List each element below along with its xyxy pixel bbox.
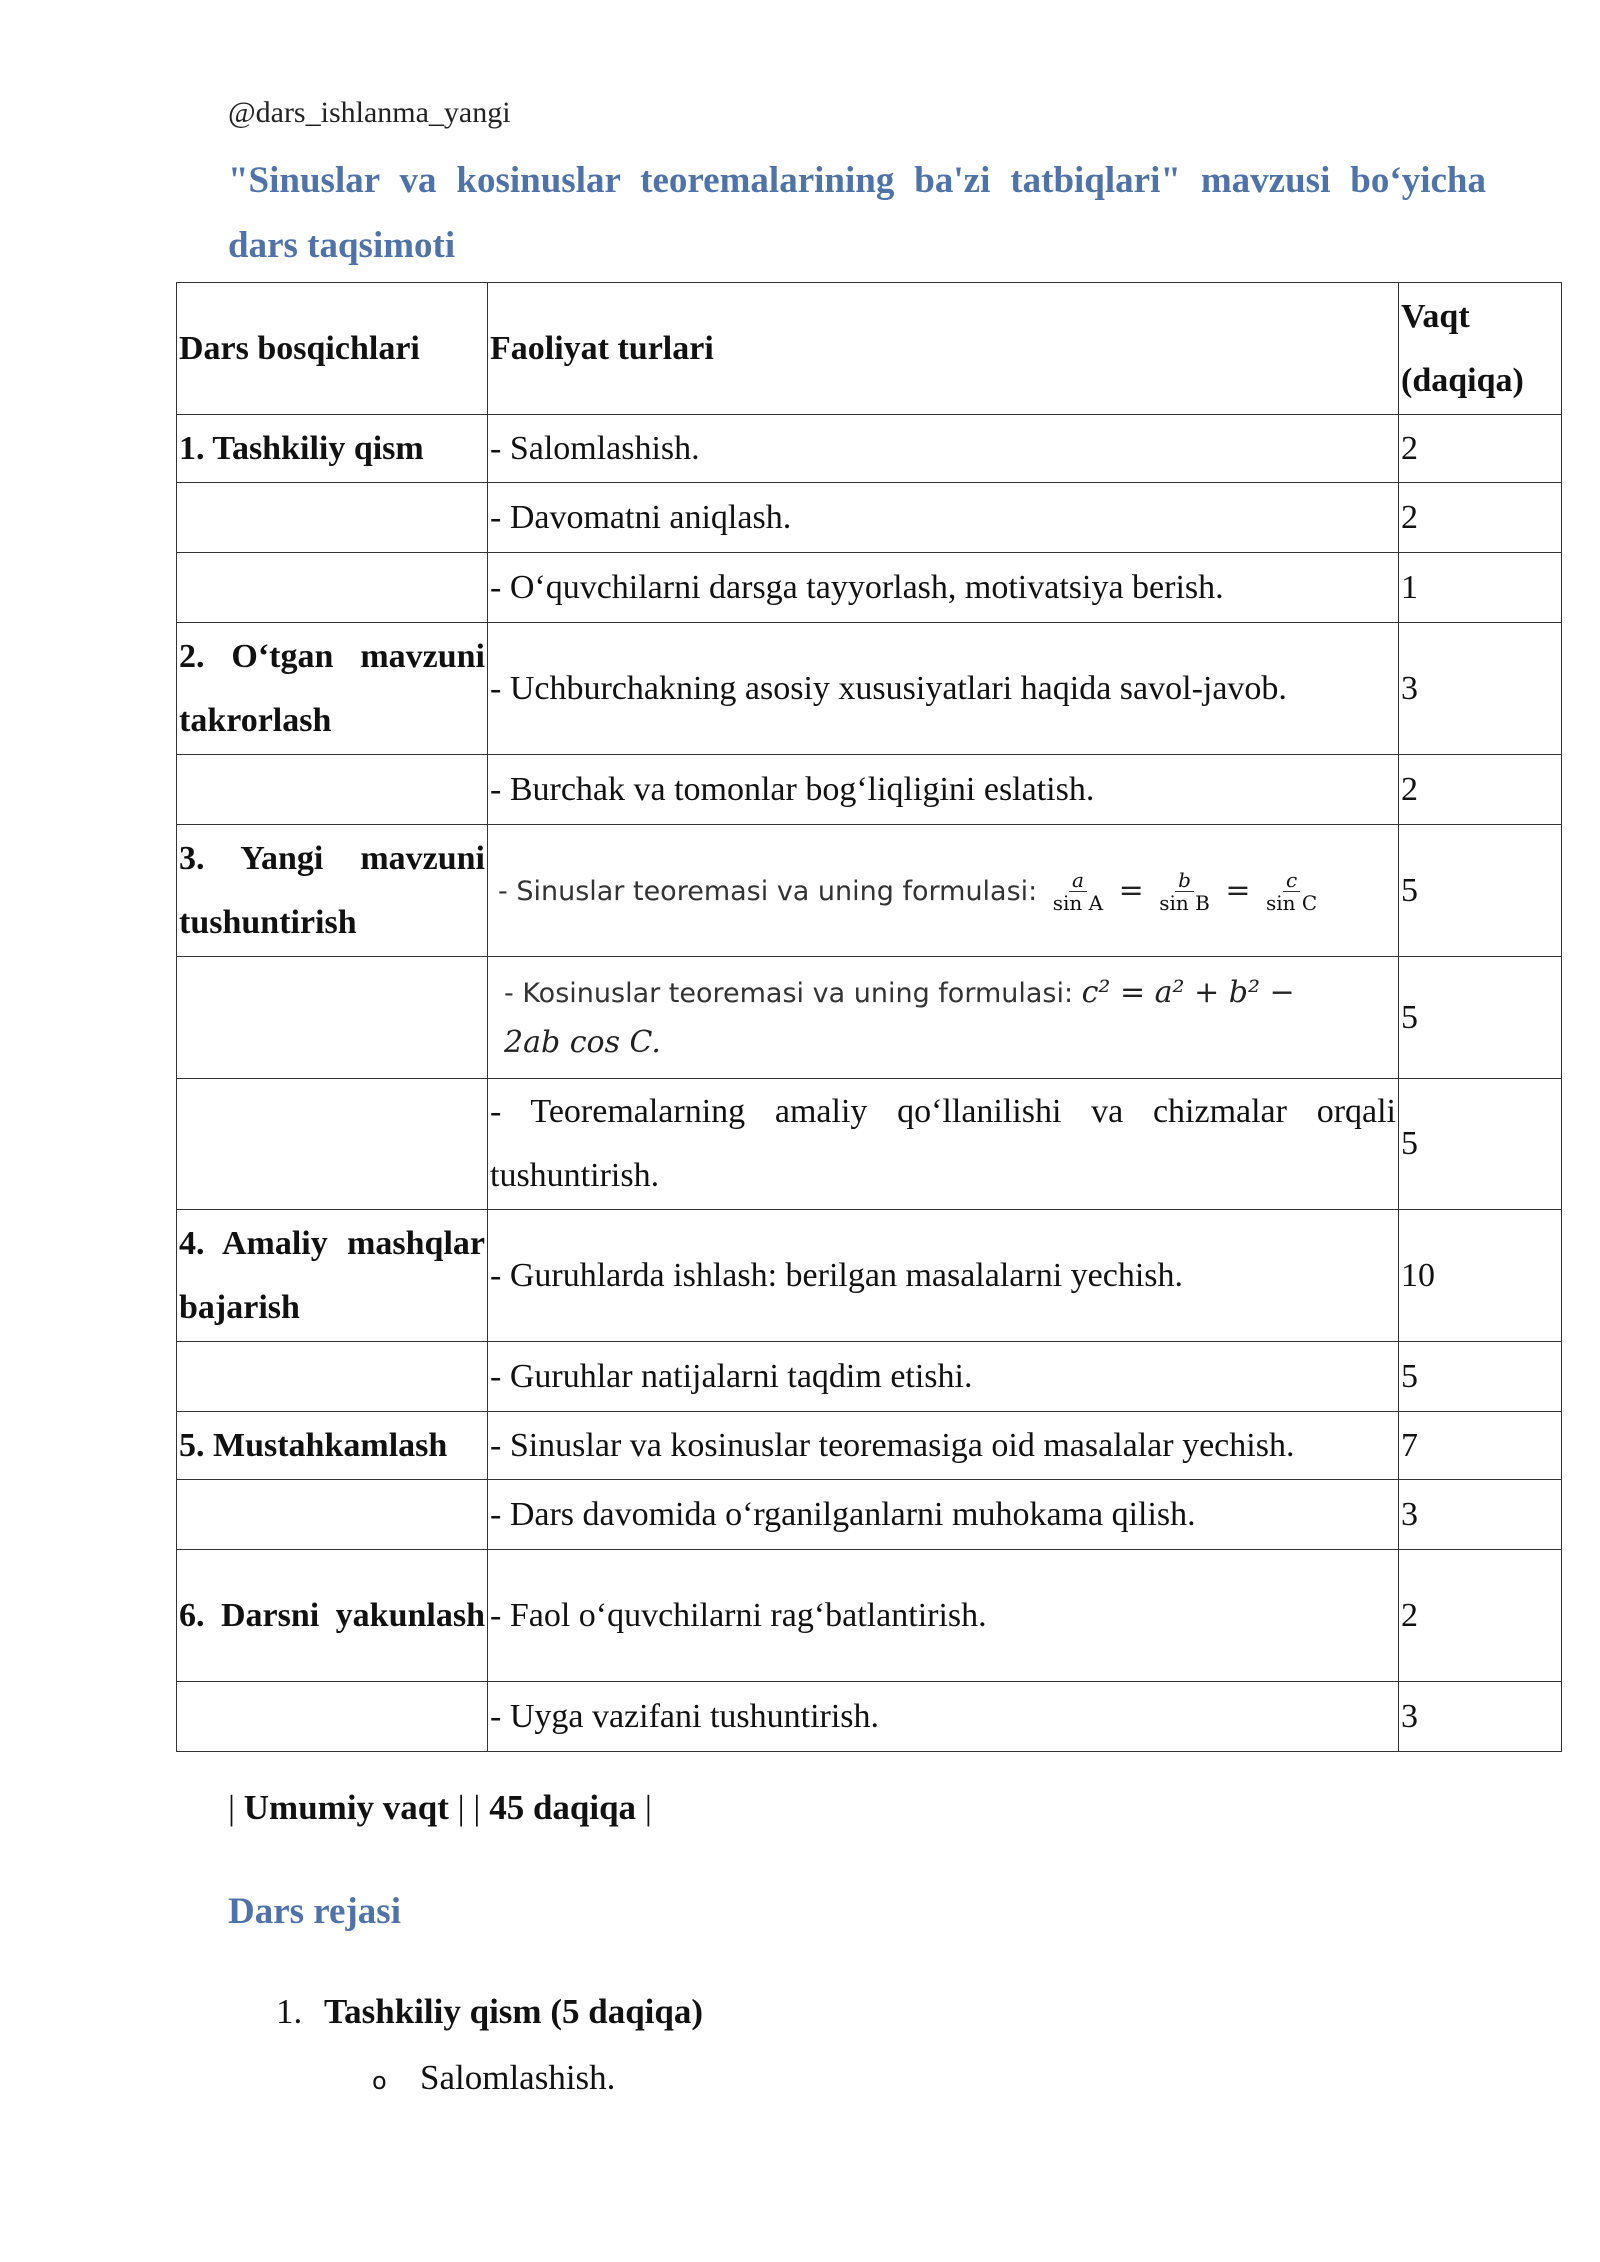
- table-row: [177, 623, 1562, 755]
- table-row: [177, 755, 1562, 825]
- total-time-value: 45 daqiqa: [489, 1788, 637, 1827]
- time-cell: 5: [1399, 1079, 1562, 1210]
- time-cell: 5: [1399, 1342, 1562, 1412]
- stage-cell: [177, 957, 488, 1079]
- time-cell: 7: [1399, 1412, 1562, 1480]
- table-row: [177, 415, 1562, 483]
- stage-cell: 5. Mustahkamlash: [177, 1412, 488, 1480]
- stage-cell: [177, 553, 488, 623]
- table-row: [177, 1412, 1562, 1480]
- activity-cell: - Burchak va tomonlar bog‘liqligini eslatish.: [488, 755, 1399, 825]
- fraction-b-sinB: $\frac{b}{\text{sin B}}$: [1159, 868, 1210, 916]
- stage-cell: [177, 483, 488, 553]
- lesson-plan-heading: Dars rejasi: [228, 1891, 401, 1932]
- activity-cell: - Guruhlar natijalarni taqdim etishi.: [488, 1342, 1399, 1412]
- fraction-a-sinA: $\frac{a}{\text{sin A}}$: [1052, 868, 1104, 916]
- kosinus-formula-line2: 2ab cos C.: [504, 1025, 661, 1060]
- list-item-text: Tashkiliy qism (5 daqiqa): [324, 1992, 704, 2031]
- activity-cell: - Uyga vazifani tushuntirish.: [488, 1682, 1399, 1752]
- sinus-label: - Sinuslar teoremasi va uning formulasi:: [498, 875, 1038, 907]
- fraction-c-sinC: $\frac{c}{\text{sin C}}$: [1266, 868, 1318, 916]
- activity-cell: - Guruhlarda ishlash: berilgan masalalarni yechish.: [488, 1210, 1399, 1342]
- list-item: [276, 1992, 703, 2032]
- header-activities: Faoliyat turlari: [488, 283, 1399, 415]
- table-row: [177, 1682, 1562, 1752]
- stage-cell: 6. Darsni yakunlash: [177, 1550, 488, 1682]
- time-cell: 2: [1399, 415, 1562, 483]
- time-cell: 5: [1399, 825, 1562, 957]
- activity-cell-kosinus: [488, 957, 1399, 1079]
- activity-cell: - Teoremalarning amaliy qo‘llanilishi va chizmalar orqali tushuntirish.: [488, 1079, 1399, 1210]
- activity-cell: - Uchburchakning asosiy xususiyatlari haqida savol-javob.: [488, 623, 1399, 755]
- activity-cell-sinus: - Sinuslar teoremasi va uning formulasi: $\frac{a}{\text{sin A}}$ = $\frac{b}{\text{sin B}}$ = $\frac{c}{\text{sin C}}$: [488, 825, 1399, 957]
- stage-cell: [177, 755, 488, 825]
- time-cell: 3: [1399, 1480, 1562, 1550]
- time-cell: 2: [1399, 483, 1562, 553]
- time-cell: 1: [1399, 553, 1562, 623]
- stage-cell: 4. Amaliy mashqlar bajarish: [177, 1210, 488, 1342]
- time-cell: 2: [1399, 1550, 1562, 1682]
- header-time: Vaqt (daqiqa): [1399, 283, 1562, 415]
- circle-bullet-icon: o: [372, 2067, 387, 2095]
- table-row: [177, 1210, 1562, 1342]
- stage-cell: 3. Yangi mavzuni tushuntirish: [177, 825, 488, 957]
- time-cell: 2: [1399, 755, 1562, 825]
- channel-handle: @dars_ishlanma_yangi: [228, 96, 511, 129]
- lesson-distribution-table: [176, 282, 1562, 1752]
- time-cell: 5: [1399, 957, 1562, 1079]
- stage-cell: [177, 1480, 488, 1550]
- table-row: [177, 825, 1562, 957]
- table-row: [177, 1079, 1562, 1210]
- kosinus-label: - Kosinuslar teoremasi va uning formulasi:: [504, 978, 1074, 1009]
- table-row: [177, 1550, 1562, 1682]
- header-stages: Dars bosqichlari: [177, 283, 488, 415]
- list-item-number: 1.: [276, 1992, 303, 2031]
- page-title: "Sinuslar va kosinuslar teoremalarining ba'zi tatbiqlari" mavzusi bo‘yicha dars taqsimoti: [228, 160, 1486, 266]
- kosinus-formula-line1: c² = a² + b² −: [1081, 975, 1295, 1010]
- table-row: [177, 1342, 1562, 1412]
- table-header-row: [177, 283, 1562, 415]
- table-row: [177, 483, 1562, 553]
- total-time-label: Umumiy vaqt: [243, 1788, 449, 1827]
- activity-cell: - Davomatni aniqlash.: [488, 483, 1399, 553]
- stage-cell: [177, 1682, 488, 1752]
- sub-list-item-text: Salomlashish.: [420, 2058, 616, 2097]
- table-row: [177, 553, 1562, 623]
- activity-cell: - Dars davomida o‘rganilganlarni muhokama qilish.: [488, 1480, 1399, 1550]
- sub-list-item: [372, 2058, 615, 2098]
- stage-cell: 2. O‘tgan mavzuni takrorlash: [177, 623, 488, 755]
- activity-cell: - Faol o‘quvchilarni rag‘batlantirish.: [488, 1550, 1399, 1682]
- time-cell: 3: [1399, 1682, 1562, 1752]
- time-cell: 3: [1399, 623, 1562, 755]
- activity-cell: - Salomlashish.: [488, 415, 1399, 483]
- total-time-line: | Umumiy vaqt | | 45 daqiqa |: [228, 1788, 652, 1827]
- activity-cell: - Sinuslar va kosinuslar teoremasiga oid masalalar yechish.: [488, 1412, 1399, 1480]
- stage-cell: [177, 1342, 488, 1412]
- stage-cell: 1. Tashkiliy qism: [177, 415, 488, 483]
- time-cell: 10: [1399, 1210, 1562, 1342]
- stage-cell: [177, 1079, 488, 1210]
- activity-cell: - O‘quvchilarni darsga tayyorlash, motivatsiya berish.: [488, 553, 1399, 623]
- table-row: [177, 1480, 1562, 1550]
- table-row: [177, 957, 1562, 1079]
